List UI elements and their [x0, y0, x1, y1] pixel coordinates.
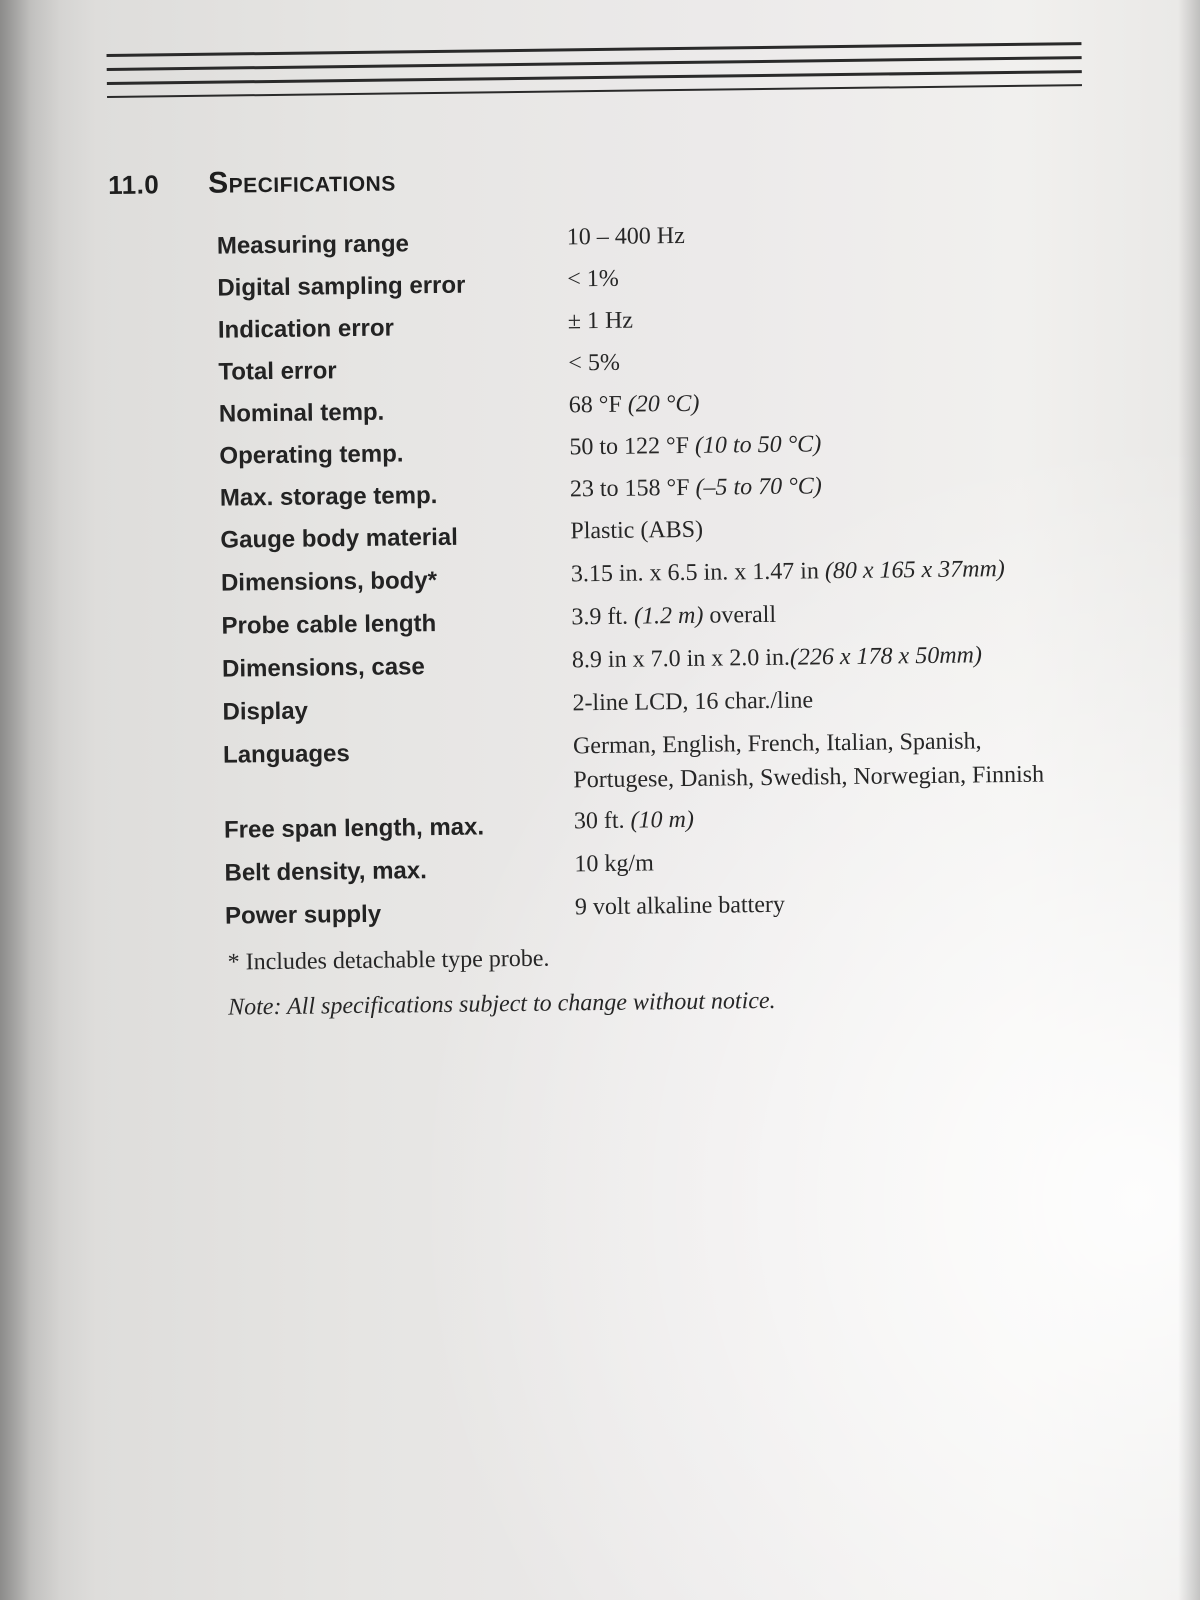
spec-value-text: 8.9 in x 7.0 in x 2.0 in.	[571, 644, 791, 674]
spec-value-text: 68 °F	[568, 391, 628, 419]
spec-value	[573, 724, 1044, 798]
spec-value-metric: (–5 to 70 °C)	[695, 473, 822, 501]
spec-value	[570, 469, 822, 506]
spec-row	[218, 348, 1118, 386]
spec-value-metric: (10 m)	[630, 806, 695, 834]
spec-value-metric: (10 to 50 °C)	[694, 431, 822, 459]
spec-label: Total error	[218, 357, 337, 386]
spec-row	[217, 264, 1117, 302]
spec-label: Free span length, max.	[223, 813, 485, 844]
spec-label: Power supply	[224, 900, 382, 930]
spec-row	[219, 473, 1120, 512]
spec-row	[220, 516, 1120, 554]
spec-value-text: 9 volt alkaline battery	[574, 891, 786, 921]
spec-label: Probe cable length	[221, 610, 437, 640]
spec-value	[571, 552, 1005, 591]
spec-value	[570, 513, 703, 549]
spec-row	[216, 222, 1117, 260]
spec-value	[571, 598, 776, 634]
spec-value	[572, 638, 982, 677]
spec-row	[217, 306, 1118, 344]
spec-value-metric: (226 x 178 x 50mm)	[789, 642, 983, 671]
spec-row	[220, 556, 1121, 597]
spec-value-text: < 5%	[568, 349, 621, 377]
spec-label: Display	[222, 697, 309, 726]
spec-value-text: 3.15 in. x 6.5 in. x 1.47 in	[570, 558, 826, 588]
spec-row	[218, 390, 1119, 428]
spec-value	[569, 427, 821, 464]
spec-value-line2: Portugese, Danish, Swedish, Norwegian, Finnish	[573, 761, 1045, 794]
spec-value	[567, 262, 619, 297]
spec-value-metric: (80 x 165 x 37mm)	[824, 556, 1006, 585]
spec-value-text: 10 – 400 Hz	[566, 222, 685, 251]
spec-value	[572, 683, 813, 720]
spec-value-text: 50 to 122 °F	[569, 432, 696, 461]
spec-value	[575, 888, 785, 925]
spec-label: Belt density, max.	[224, 857, 427, 887]
disclaimer-note: Note: All specifications subject to change without notice.	[228, 987, 776, 1021]
spec-value	[574, 803, 694, 838]
spec-value-text: Plastic (ABS)	[570, 516, 704, 545]
spec-value	[567, 219, 685, 254]
spec-value-text: < 1%	[567, 265, 619, 293]
spec-row	[222, 687, 1122, 726]
spec-row	[224, 891, 1125, 930]
spec-row	[221, 642, 1122, 683]
spec-label: Dimensions, case	[221, 653, 425, 683]
spec-value-metric: (20 °C)	[627, 390, 700, 418]
footnote: * Includes detachable type probe.	[227, 945, 550, 976]
spec-row	[223, 806, 1124, 844]
spec-value-text: German, English, French, Italian, Spanish,	[572, 728, 982, 760]
spec-value-text: ± 1 Hz	[567, 307, 634, 335]
spec-label: Languages	[222, 740, 350, 769]
spec-row	[222, 728, 1123, 794]
spec-label: Measuring range	[216, 230, 410, 260]
spec-value	[569, 387, 700, 423]
spec-label: Operating temp.	[219, 440, 404, 470]
spec-label: Nominal temp.	[218, 398, 385, 428]
section-title: Specifications	[207, 164, 396, 200]
spec-value	[568, 346, 620, 381]
spec-value-suffix: overall	[703, 601, 777, 629]
spec-label: Max. storage temp.	[219, 481, 438, 512]
spec-value	[568, 304, 634, 339]
spec-value-text: 3.9 ft.	[571, 603, 635, 631]
spec-label: Gauge body material	[220, 523, 459, 554]
spec-row	[224, 849, 1124, 887]
spec-label: Indication error	[217, 314, 395, 344]
section-number: 11.0	[107, 169, 160, 200]
spec-value-text: 10 kg/m	[574, 850, 654, 878]
spec-row	[219, 431, 1119, 470]
spec-value-text: 30 ft.	[573, 807, 631, 835]
spec-label: Digital sampling error	[217, 271, 466, 302]
spec-value-text: 23 to 158 °F	[569, 474, 696, 503]
spec-value	[574, 846, 654, 881]
spec-value-metric: (1.2 m)	[633, 602, 704, 630]
spec-label: Dimensions, body*	[220, 566, 438, 597]
spec-value-text: 2-line LCD, 16 char./line	[572, 687, 814, 717]
spec-row	[221, 601, 1121, 640]
